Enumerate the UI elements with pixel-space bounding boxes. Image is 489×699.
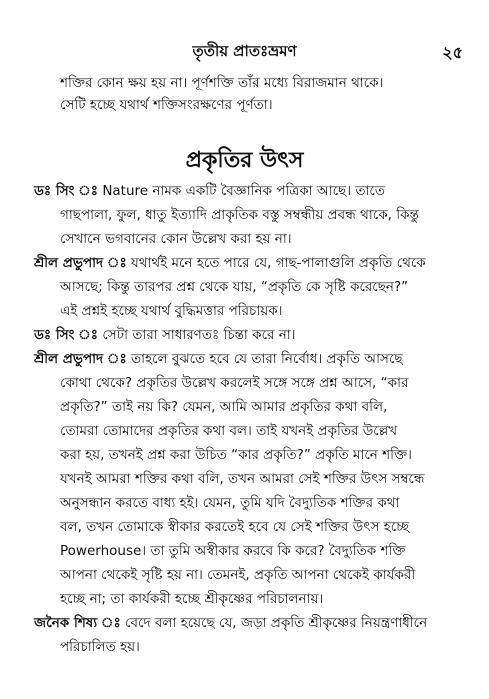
dialogue-text: বেদে বলা হয়েছে যে, জড়া প্রকৃতি শ্রীকৃষ্ণের নিয়ন্ত্রণাধীনে xyxy=(125,615,428,631)
running-header-title: তৃতীয় প্রাতঃভ্রমণ xyxy=(192,42,297,60)
page-number: ২৫ xyxy=(442,43,463,62)
dialogue-text: সেখানে ভগবানের কোন উল্লেখ করা হয় না। xyxy=(60,231,292,247)
dialogue-text: সেটা তারা সাধারণতঃ চিন্তা করে না। xyxy=(102,327,296,343)
speaker-label: শ্রীল প্রভুপাদ ঃ xyxy=(34,255,127,271)
dialogue-line xyxy=(60,564,415,586)
dialogue-text: অনুসন্ধান করতে বাধ্য হই। যেমন, তুমি যদি বৈদ্যুতিক শক্তির কথা xyxy=(60,495,400,511)
dialogue-line xyxy=(60,588,323,610)
dialogue-line xyxy=(60,540,406,562)
dialogue-line xyxy=(60,420,397,442)
intro-line: সেটি হচ্ছে যথার্থ শক্তিসংরক্ষণের পূর্ণতা। xyxy=(60,97,273,113)
dialogue-text: করা হয়, তখনই প্রশ্ন করা উচিত “কার প্রকৃতি?” প্রকৃতি মানে শক্তি। xyxy=(60,447,412,463)
dialogue-line xyxy=(60,468,425,490)
intro-line: শক্তির কোন ক্ষয় হয় না। পূর্ণশক্তি তাঁর মধ্যে বিরাজমান থাকে। xyxy=(60,75,384,91)
dialogue-text: গাছপালা, ফুল, ধাতু ইত্যাদি প্রাকৃতিক বস্তু সম্বন্ধীয় প্রবন্ধ থাকে, কিন্তু xyxy=(60,207,419,223)
dialogue-line xyxy=(60,516,409,538)
dialogue-line xyxy=(60,636,140,658)
dialogue-line xyxy=(34,612,427,634)
dialogue-text: প্রকৃতি?” তাই নয় কি? যেমন, আমি আমার প্রকৃতির কথা বলি, xyxy=(60,399,388,415)
dialogue-text: এই প্রশ্নই হচ্ছে যথার্থ বুদ্ধিমত্তার পরিচায়ক। xyxy=(60,303,283,319)
dialogue-line xyxy=(60,300,282,322)
dialogue-line xyxy=(34,324,296,346)
dialogue-text: তোমরা তোমাদের প্রকৃতির কথা বল। তাই যখনই প্রকৃতির উল্লেখ xyxy=(60,423,398,439)
speaker-label: ডঃ সিং ঃ xyxy=(34,327,99,343)
dialogue-line xyxy=(60,228,292,250)
dialogue-line xyxy=(34,252,426,274)
dialogue-text: পরিচালিত হয়। xyxy=(60,639,140,655)
speaker-label: শ্রীল প্রভুপাদ ঃ xyxy=(34,351,127,367)
dialogue-line xyxy=(60,444,412,466)
dialogue-text: Powerhouse। তা তুমি অস্বীকার করবে কি করে? বৈদ্যুতিক শক্তি xyxy=(60,543,406,559)
dialogue-line xyxy=(34,180,385,202)
dialogue-line xyxy=(60,492,399,514)
dialogue-line xyxy=(60,396,387,418)
dialogue-text: Nature নামক একটি বৈজ্ঞানিক পত্রিকা আছে। তাতে xyxy=(102,183,385,199)
dialogue-line xyxy=(60,276,408,298)
dialogue-text: আসছে; কিন্তু তারপর প্রশ্ন থেকে যায়, “প্রকৃতি কে সৃষ্টি করেছেন?” xyxy=(60,279,409,295)
dialogue-text: যথার্থই মনে হতে পারে যে, গাছ-পালাগুলি প্রকৃতি থেকে xyxy=(130,255,426,271)
dialogue-text: বল, তখন তোমাকে স্বীকার করতেই হবে যে সেই শক্তির উৎস হচ্ছে xyxy=(60,519,409,535)
dialogue-line xyxy=(60,372,408,394)
dialogue-text: তাহলে বুঝতে হবে যে তারা নির্বোধ। প্রকৃতি আসছে xyxy=(130,351,403,367)
speaker-label: ডঃ সিং ঃ xyxy=(34,183,99,199)
dialogue-text: যখনই আমরা শক্তির কথা বলি, তখন আমরা সেই শক্তির উৎস সম্বন্ধে xyxy=(60,471,425,487)
speaker-label: জনৈক শিষ্য ঃ xyxy=(34,615,121,631)
dialogue-line xyxy=(34,348,403,370)
dialogue-text: আপনা থেকেই সৃষ্টি হয় না। তেমনই, প্রকৃতি আপনা থেকেই কার্যকরী xyxy=(60,567,416,583)
dialogue-line xyxy=(60,204,419,226)
dialogue-text: কোথা থেকে? প্রকৃতির উল্লেখ করলেই সঙ্গে সঙ্গে প্রশ্ন আসে, “কার xyxy=(60,375,409,391)
section-heading: প্রকৃতির উৎস xyxy=(185,148,304,173)
dialogue-text: হচ্ছে না; তা কার্যকরী হচ্ছে শ্রীকৃষ্ণের পরিচালনায়। xyxy=(60,591,324,607)
